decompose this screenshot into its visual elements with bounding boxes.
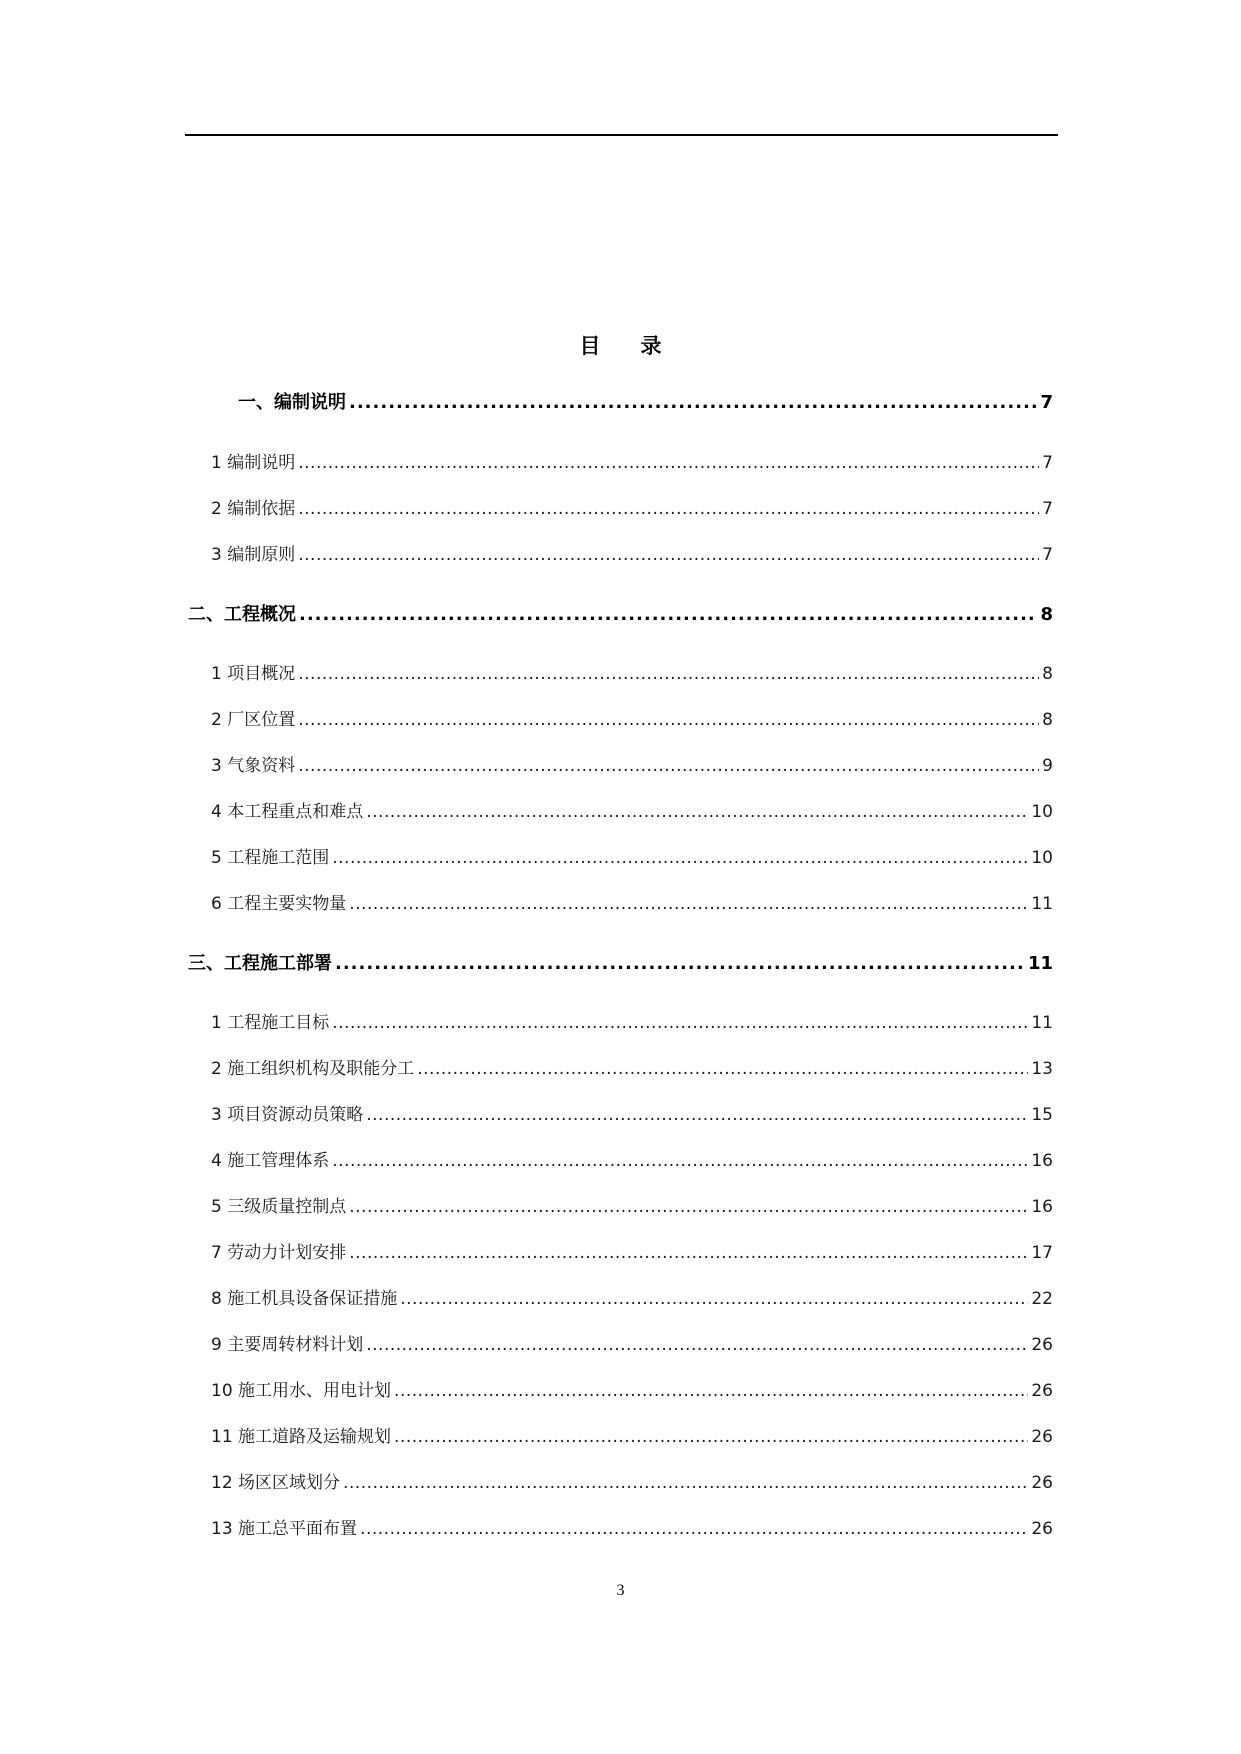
toc-entry-subsection[interactable] xyxy=(211,1195,1053,1219)
toc-entry-label: 8 施工机具设备保证措施 xyxy=(211,1289,398,1309)
toc-entry-label: 3 项目资源动员策略 xyxy=(211,1105,364,1125)
toc-entry-subsection[interactable] xyxy=(211,1011,1053,1035)
toc-entry-label: 10 施工用水、用电计划 xyxy=(211,1381,392,1401)
dot-leader xyxy=(335,952,1025,976)
toc-entry-subsection[interactable] xyxy=(211,846,1053,870)
toc-entry-page: 7 xyxy=(1042,499,1053,519)
toc-entry-subsection[interactable] xyxy=(211,892,1053,916)
dot-leader xyxy=(298,451,1039,475)
toc-entry-label: 3 气象资料 xyxy=(211,756,296,776)
toc-entry-label: 4 本工程重点和难点 xyxy=(211,802,364,822)
toc-entry-page: 10 xyxy=(1031,802,1053,822)
toc-entry-label: 2 厂区位置 xyxy=(211,710,296,730)
toc-entry-label: 三、工程施工部署 xyxy=(188,953,332,974)
dot-leader xyxy=(366,1333,1028,1357)
toc-entry-subsection[interactable] xyxy=(211,497,1053,521)
dot-leader xyxy=(349,1195,1028,1219)
toc-entry-section[interactable] xyxy=(238,391,1053,415)
toc-entry-subsection[interactable] xyxy=(211,1471,1053,1495)
toc-entry-label: 二、工程概况 xyxy=(188,604,296,625)
toc-entry-subsection[interactable] xyxy=(211,800,1053,824)
toc-entry-page: 16 xyxy=(1031,1151,1053,1171)
dot-leader xyxy=(299,603,1037,627)
toc-entry-label: 3 编制原则 xyxy=(211,545,296,565)
toc-entry-label: 4 施工管理体系 xyxy=(211,1151,330,1171)
toc-entry-subsection[interactable] xyxy=(211,754,1053,778)
toc-entry-label: 13 施工总平面布置 xyxy=(211,1519,358,1539)
toc-entry-label: 6 工程主要实物量 xyxy=(211,894,347,914)
toc-entry-subsection[interactable] xyxy=(211,662,1053,686)
toc-entry-page: 8 xyxy=(1042,664,1053,684)
dot-leader xyxy=(298,754,1039,778)
toc-entry-subsection[interactable] xyxy=(211,1149,1053,1173)
toc-entry-page: 11 xyxy=(1031,1013,1053,1033)
toc-entry-page: 22 xyxy=(1031,1289,1053,1309)
toc-entry-page: 7 xyxy=(1040,392,1053,413)
toc-entry-subsection[interactable] xyxy=(211,1287,1053,1311)
dot-leader xyxy=(360,1517,1028,1541)
toc-entry-page: 9 xyxy=(1042,756,1053,776)
toc-entry-subsection[interactable] xyxy=(211,1333,1053,1357)
dot-leader xyxy=(349,1241,1028,1265)
toc-title-char-1: 目 xyxy=(579,334,601,358)
dot-leader xyxy=(394,1425,1028,1449)
toc-entry-page: 26 xyxy=(1031,1381,1053,1401)
toc-entry-page: 7 xyxy=(1042,453,1053,473)
dot-leader xyxy=(332,1149,1028,1173)
toc-entry-page: 7 xyxy=(1042,545,1053,565)
toc-entry-label: 2 编制依据 xyxy=(211,499,296,519)
toc-entry-label: 5 工程施工范围 xyxy=(211,848,330,868)
toc-entry-page: 16 xyxy=(1031,1197,1053,1217)
toc-entry-section[interactable] xyxy=(188,952,1053,976)
toc-entry-label: 9 主要周转材料计划 xyxy=(211,1335,364,1355)
toc-entry-page: 26 xyxy=(1031,1473,1053,1493)
toc-entry-page: 15 xyxy=(1031,1105,1053,1125)
toc-entry-label: 7 劳动力计划安排 xyxy=(211,1243,347,1263)
toc-entry-subsection[interactable] xyxy=(211,451,1053,475)
toc-entry-label: 2 施工组织机构及职能分工 xyxy=(211,1059,415,1079)
toc-entry-page: 13 xyxy=(1031,1059,1053,1079)
toc-entry-subsection[interactable] xyxy=(211,1241,1053,1265)
toc-entry-page: 17 xyxy=(1031,1243,1053,1263)
dot-leader xyxy=(298,708,1039,732)
toc-entry-label: 1 项目概况 xyxy=(211,664,296,684)
toc-entry-section[interactable] xyxy=(188,603,1053,627)
toc-entry-page: 10 xyxy=(1031,848,1053,868)
toc-entry-subsection[interactable] xyxy=(211,1057,1053,1081)
dot-leader xyxy=(332,1011,1028,1035)
dot-leader xyxy=(366,1103,1028,1127)
dot-leader xyxy=(394,1379,1028,1403)
toc-entry-label: 5 三级质量控制点 xyxy=(211,1197,347,1217)
dot-leader xyxy=(366,800,1028,824)
dot-leader xyxy=(349,391,1037,415)
toc-entry-page: 11 xyxy=(1031,894,1053,914)
toc-entry-subsection[interactable] xyxy=(211,1517,1053,1541)
toc-entry-page: 11 xyxy=(1027,953,1053,974)
toc-entry-label: 12 场区区域划分 xyxy=(211,1473,341,1493)
page-number: 3 xyxy=(616,1582,625,1599)
dot-leader xyxy=(298,543,1039,567)
dot-leader xyxy=(349,892,1028,916)
dot-leader xyxy=(343,1471,1028,1495)
toc-entry-page: 26 xyxy=(1031,1335,1053,1355)
dot-leader xyxy=(298,497,1039,521)
toc-title xyxy=(0,330,1241,360)
toc-entry-label: 一、编制说明 xyxy=(238,392,346,413)
toc-entry-page: 8 xyxy=(1042,710,1053,730)
toc-entry-label: 1 工程施工目标 xyxy=(211,1013,330,1033)
toc-entry-subsection[interactable] xyxy=(211,708,1053,732)
toc-entry-page: 26 xyxy=(1031,1519,1053,1539)
toc-entry-subsection[interactable] xyxy=(211,1425,1053,1449)
dot-leader xyxy=(400,1287,1028,1311)
toc-entry-page: 8 xyxy=(1040,604,1053,625)
dot-leader xyxy=(417,1057,1028,1081)
toc-entry-label: 1 编制说明 xyxy=(211,453,296,473)
toc-entry-subsection[interactable] xyxy=(211,543,1053,567)
toc-entry-subsection[interactable] xyxy=(211,1379,1053,1403)
dot-leader xyxy=(332,846,1028,870)
toc-entry-page: 26 xyxy=(1031,1427,1053,1447)
toc-title-char-2: 录 xyxy=(640,334,662,358)
toc-entry-subsection[interactable] xyxy=(211,1103,1053,1127)
toc-entry-label: 11 施工道路及运输规划 xyxy=(211,1427,392,1447)
header-rule xyxy=(185,134,1058,136)
dot-leader xyxy=(298,662,1039,686)
